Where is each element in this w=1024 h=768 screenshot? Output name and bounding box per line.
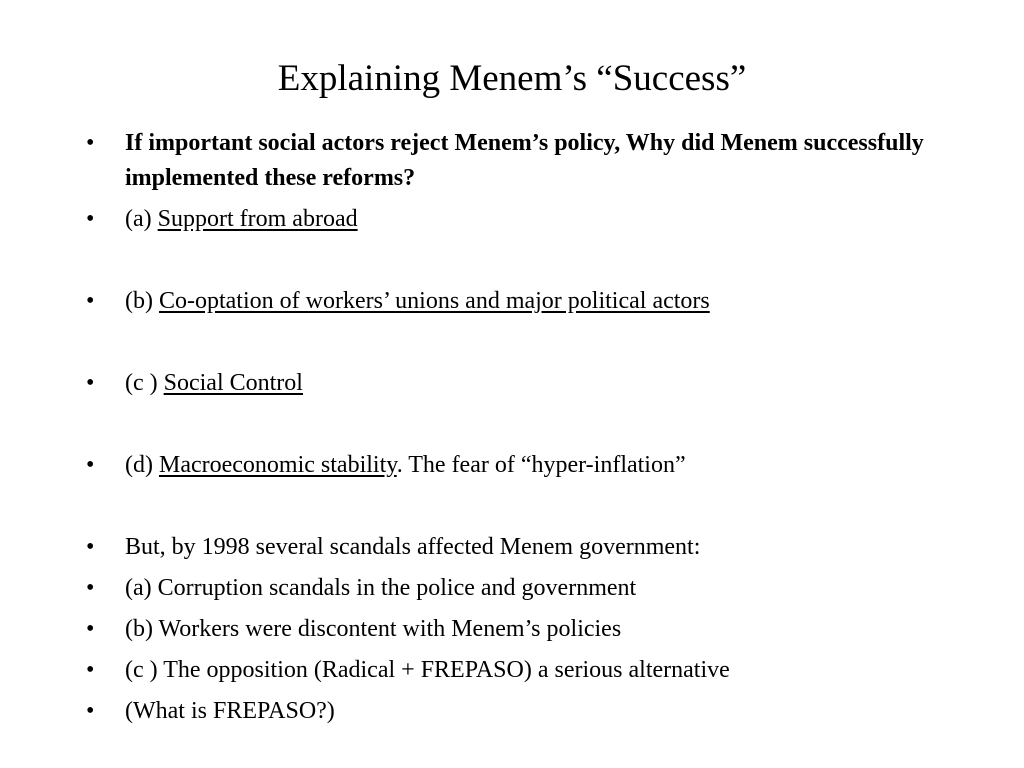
bullet-prefix: (a) bbox=[125, 206, 158, 232]
bullet-icon: • bbox=[86, 452, 95, 478]
underlined-text: Macroeconomic stability bbox=[158, 452, 397, 478]
bullet-icon: • bbox=[86, 130, 95, 156]
bullet-text: If important social actors reject Menem’s policy, Why did Menem successfully implemented these reforms? bbox=[125, 130, 924, 191]
bullet-item-corruption bbox=[86, 571, 956, 606]
bullet-suffix: . The fear of “hyper-inflation” bbox=[396, 452, 686, 478]
bullet-icon: • bbox=[86, 206, 95, 232]
bullet-item-b bbox=[86, 284, 956, 319]
bullet-item-a bbox=[86, 202, 956, 237]
bullet-icon: • bbox=[86, 698, 95, 724]
slide-title: Explaining Menem’s “Success” bbox=[277, 58, 747, 99]
bullet-text: (What is FREPASO?) bbox=[125, 698, 335, 724]
bullet-icon: • bbox=[86, 616, 95, 642]
underlined-text: Support from abroad bbox=[157, 206, 358, 232]
bullet-prefix: (c ) bbox=[125, 370, 164, 396]
bullet-text: (c ) The opposition (Radical + FREPASO) a serious alternative bbox=[125, 657, 730, 683]
underlined-text: Co-optation of workers’ unions and major political actors bbox=[158, 288, 710, 314]
bullet-text: (b) Workers were discontent with Menem’s policies bbox=[125, 616, 622, 642]
bullet-item-scandals bbox=[86, 530, 956, 565]
bullet-icon: • bbox=[86, 575, 95, 601]
bullet-item-opposition bbox=[86, 653, 956, 688]
bullet-icon: • bbox=[86, 534, 95, 560]
bullet-text: (a) Corruption scandals in the police and government bbox=[125, 575, 637, 601]
bullet-item-c bbox=[86, 366, 956, 401]
bullet-item-frepaso bbox=[86, 694, 956, 729]
underlined-text: Social Control bbox=[163, 370, 303, 396]
bullet-prefix: (d) bbox=[125, 452, 159, 478]
bullet-item-workers bbox=[86, 612, 956, 647]
bullet-icon: • bbox=[86, 370, 95, 396]
bullet-item-question bbox=[86, 126, 956, 196]
bullet-prefix: (b) bbox=[125, 288, 159, 314]
bullet-text: But, by 1998 several scandals affected Menem government: bbox=[125, 534, 701, 560]
bullet-item-d bbox=[86, 448, 956, 483]
bullet-list bbox=[86, 126, 956, 729]
bullet-icon: • bbox=[86, 288, 95, 314]
bullet-icon: • bbox=[86, 657, 95, 683]
